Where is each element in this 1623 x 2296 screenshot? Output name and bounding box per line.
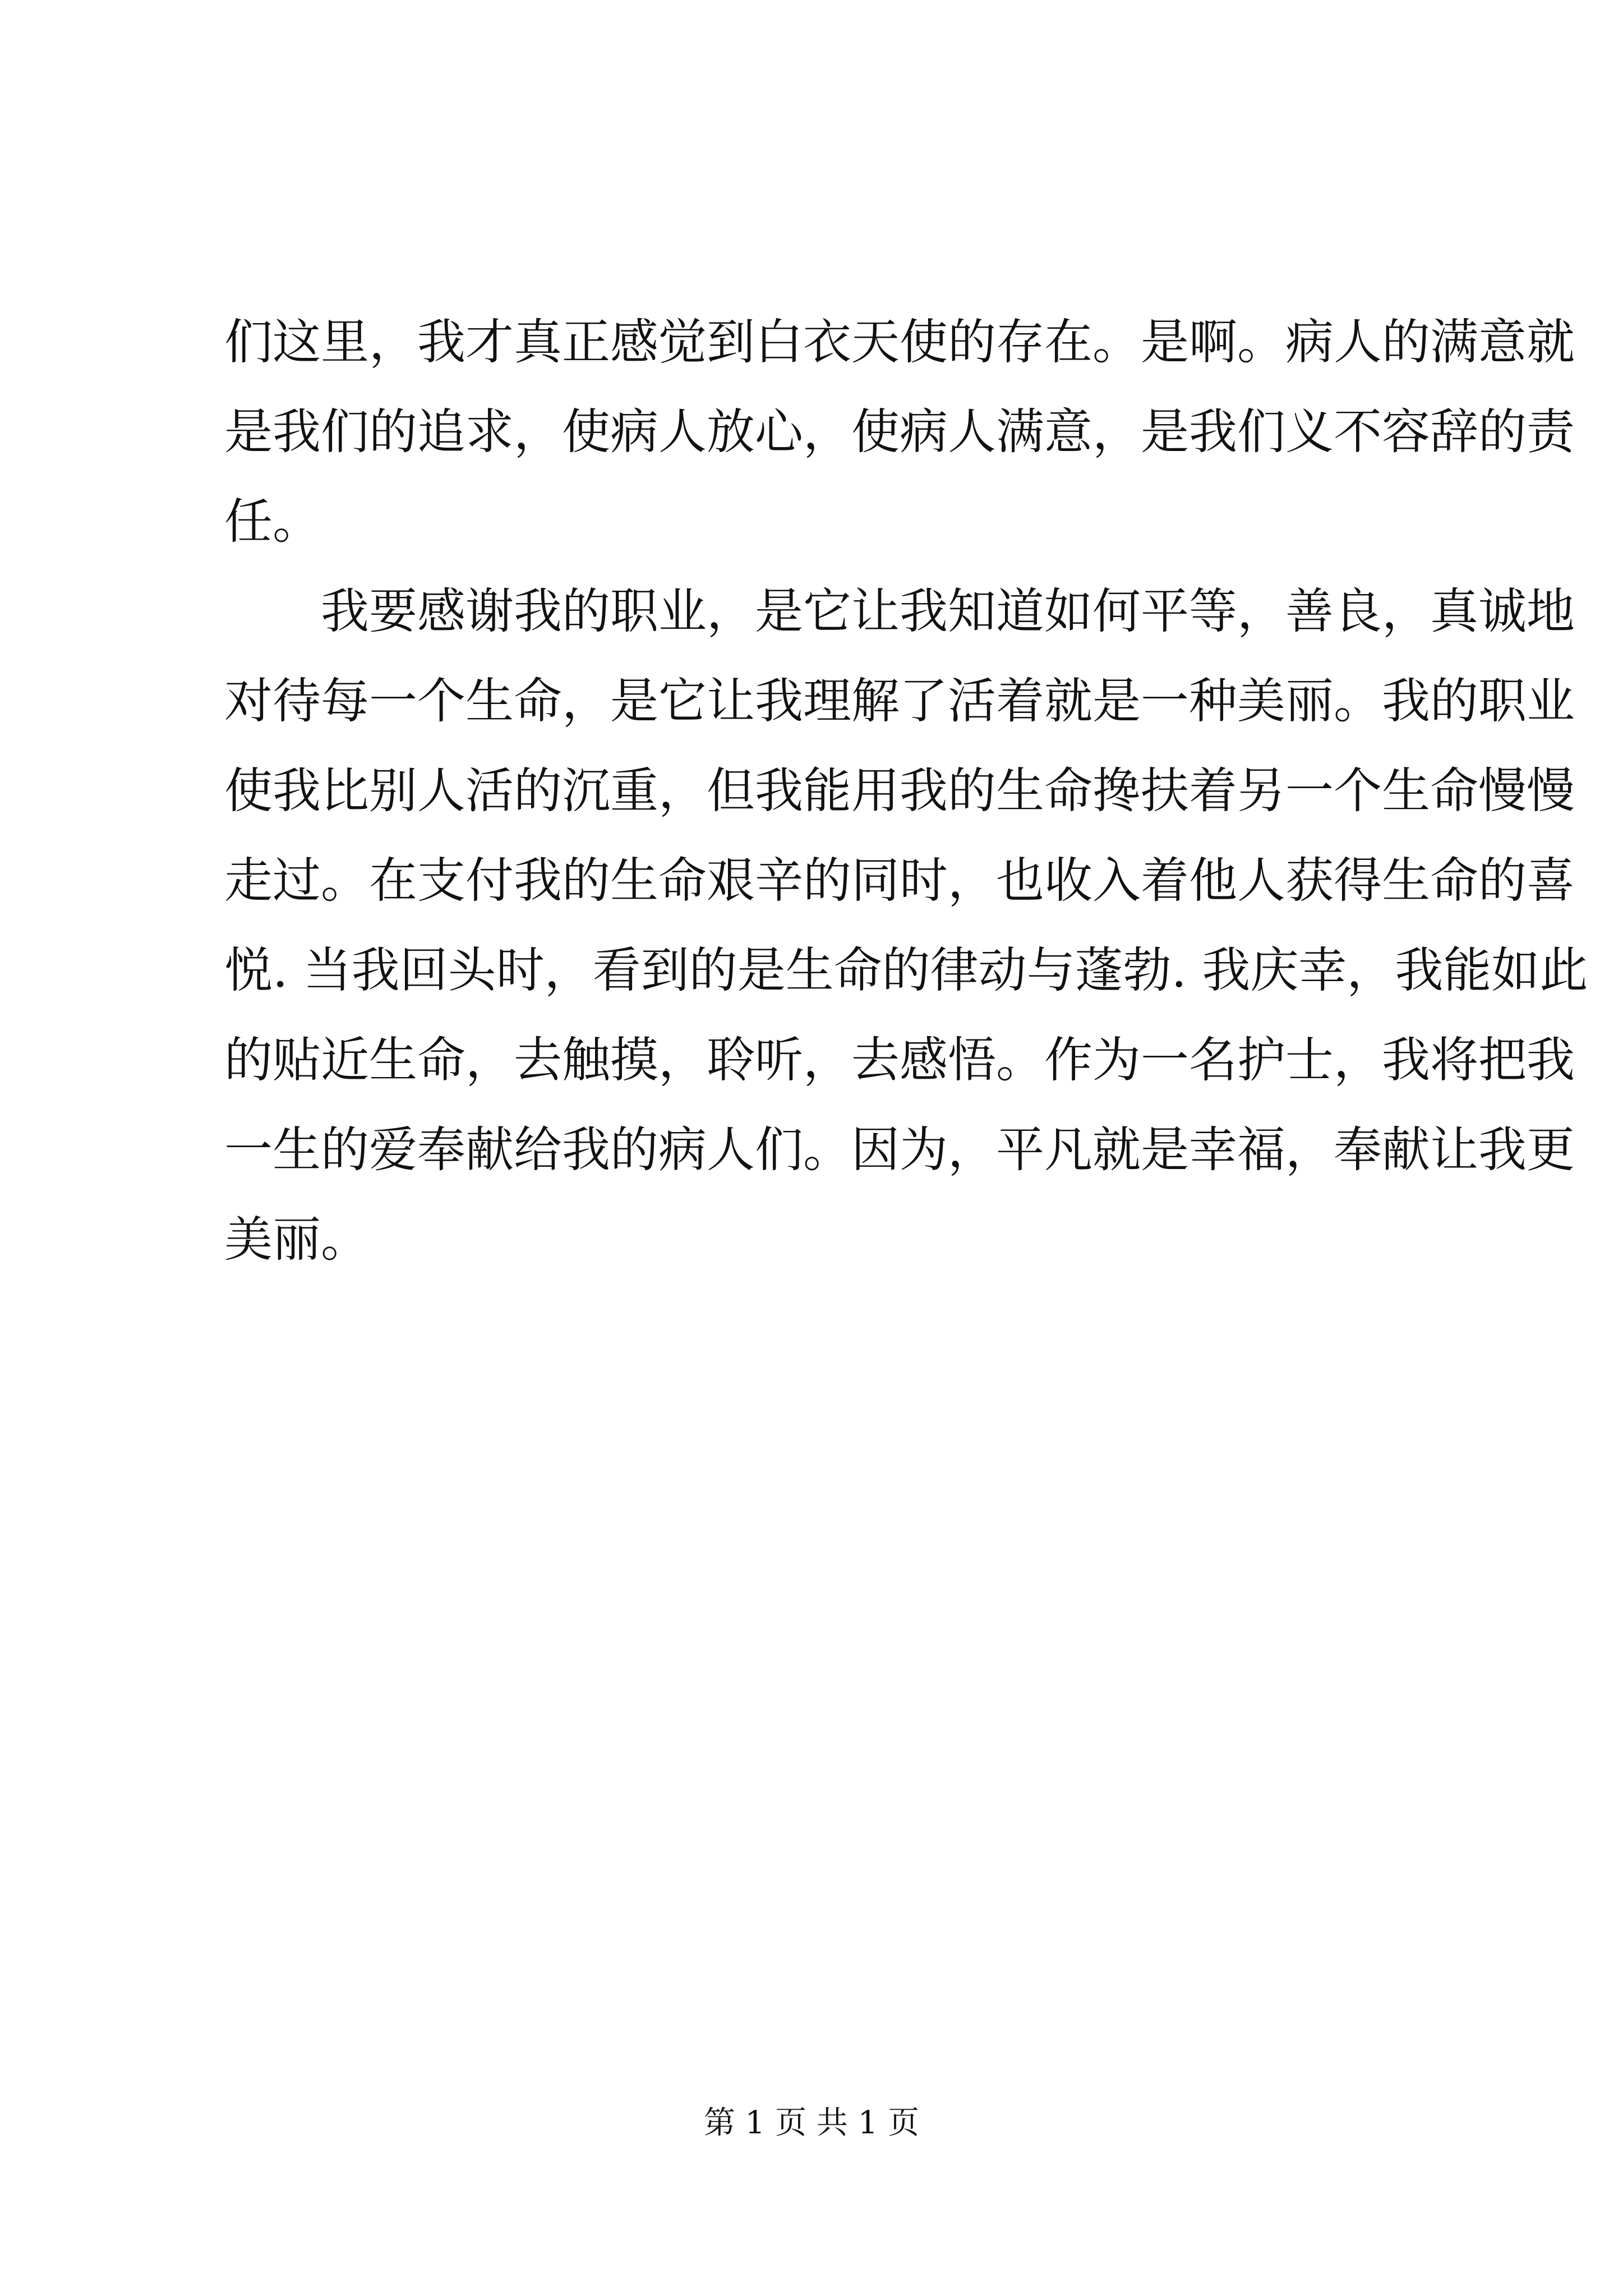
text-line: 们这里，我才真正感觉到白衣天使的存在。是啊。病人的满意就 (224, 314, 1575, 370)
text-line: 我要感谢我的职业，是它让我知道如何平等，善良，真诚地 (224, 583, 1575, 639)
page-number-footer: 第 1 页 共 1 页 (703, 2105, 920, 2141)
text-line: 悦. 当我回头时，看到的是生命的律动与蓬勃. 我庆幸，我能如此 (224, 942, 1588, 999)
text-line: 走过。在支付我的生命艰辛的同时，也收入着他人获得生命的喜 (224, 853, 1575, 909)
text-line: 的贴近生命，去触摸，聆听，去感悟。作为一名护士，我将把我 (224, 1032, 1575, 1088)
body-text (224, 297, 1588, 1285)
text-line: 一生的爱奉献给我的病人们。因为，平凡就是幸福，奉献让我更 (224, 1122, 1575, 1178)
text-line: 是我们的追求，使病人放心，使病人满意，是我们义不容辞的责 (224, 404, 1575, 460)
text-line: 对待每一个生命，是它让我理解了活着就是一种美丽。我的职业 (224, 673, 1575, 729)
text-line: 使我比别人活的沉重，但我能用我的生命搀扶着另一个生命慢慢 (224, 763, 1575, 819)
text-line: 任。 (224, 494, 321, 550)
text-line: 美丽。 (224, 1212, 369, 1268)
